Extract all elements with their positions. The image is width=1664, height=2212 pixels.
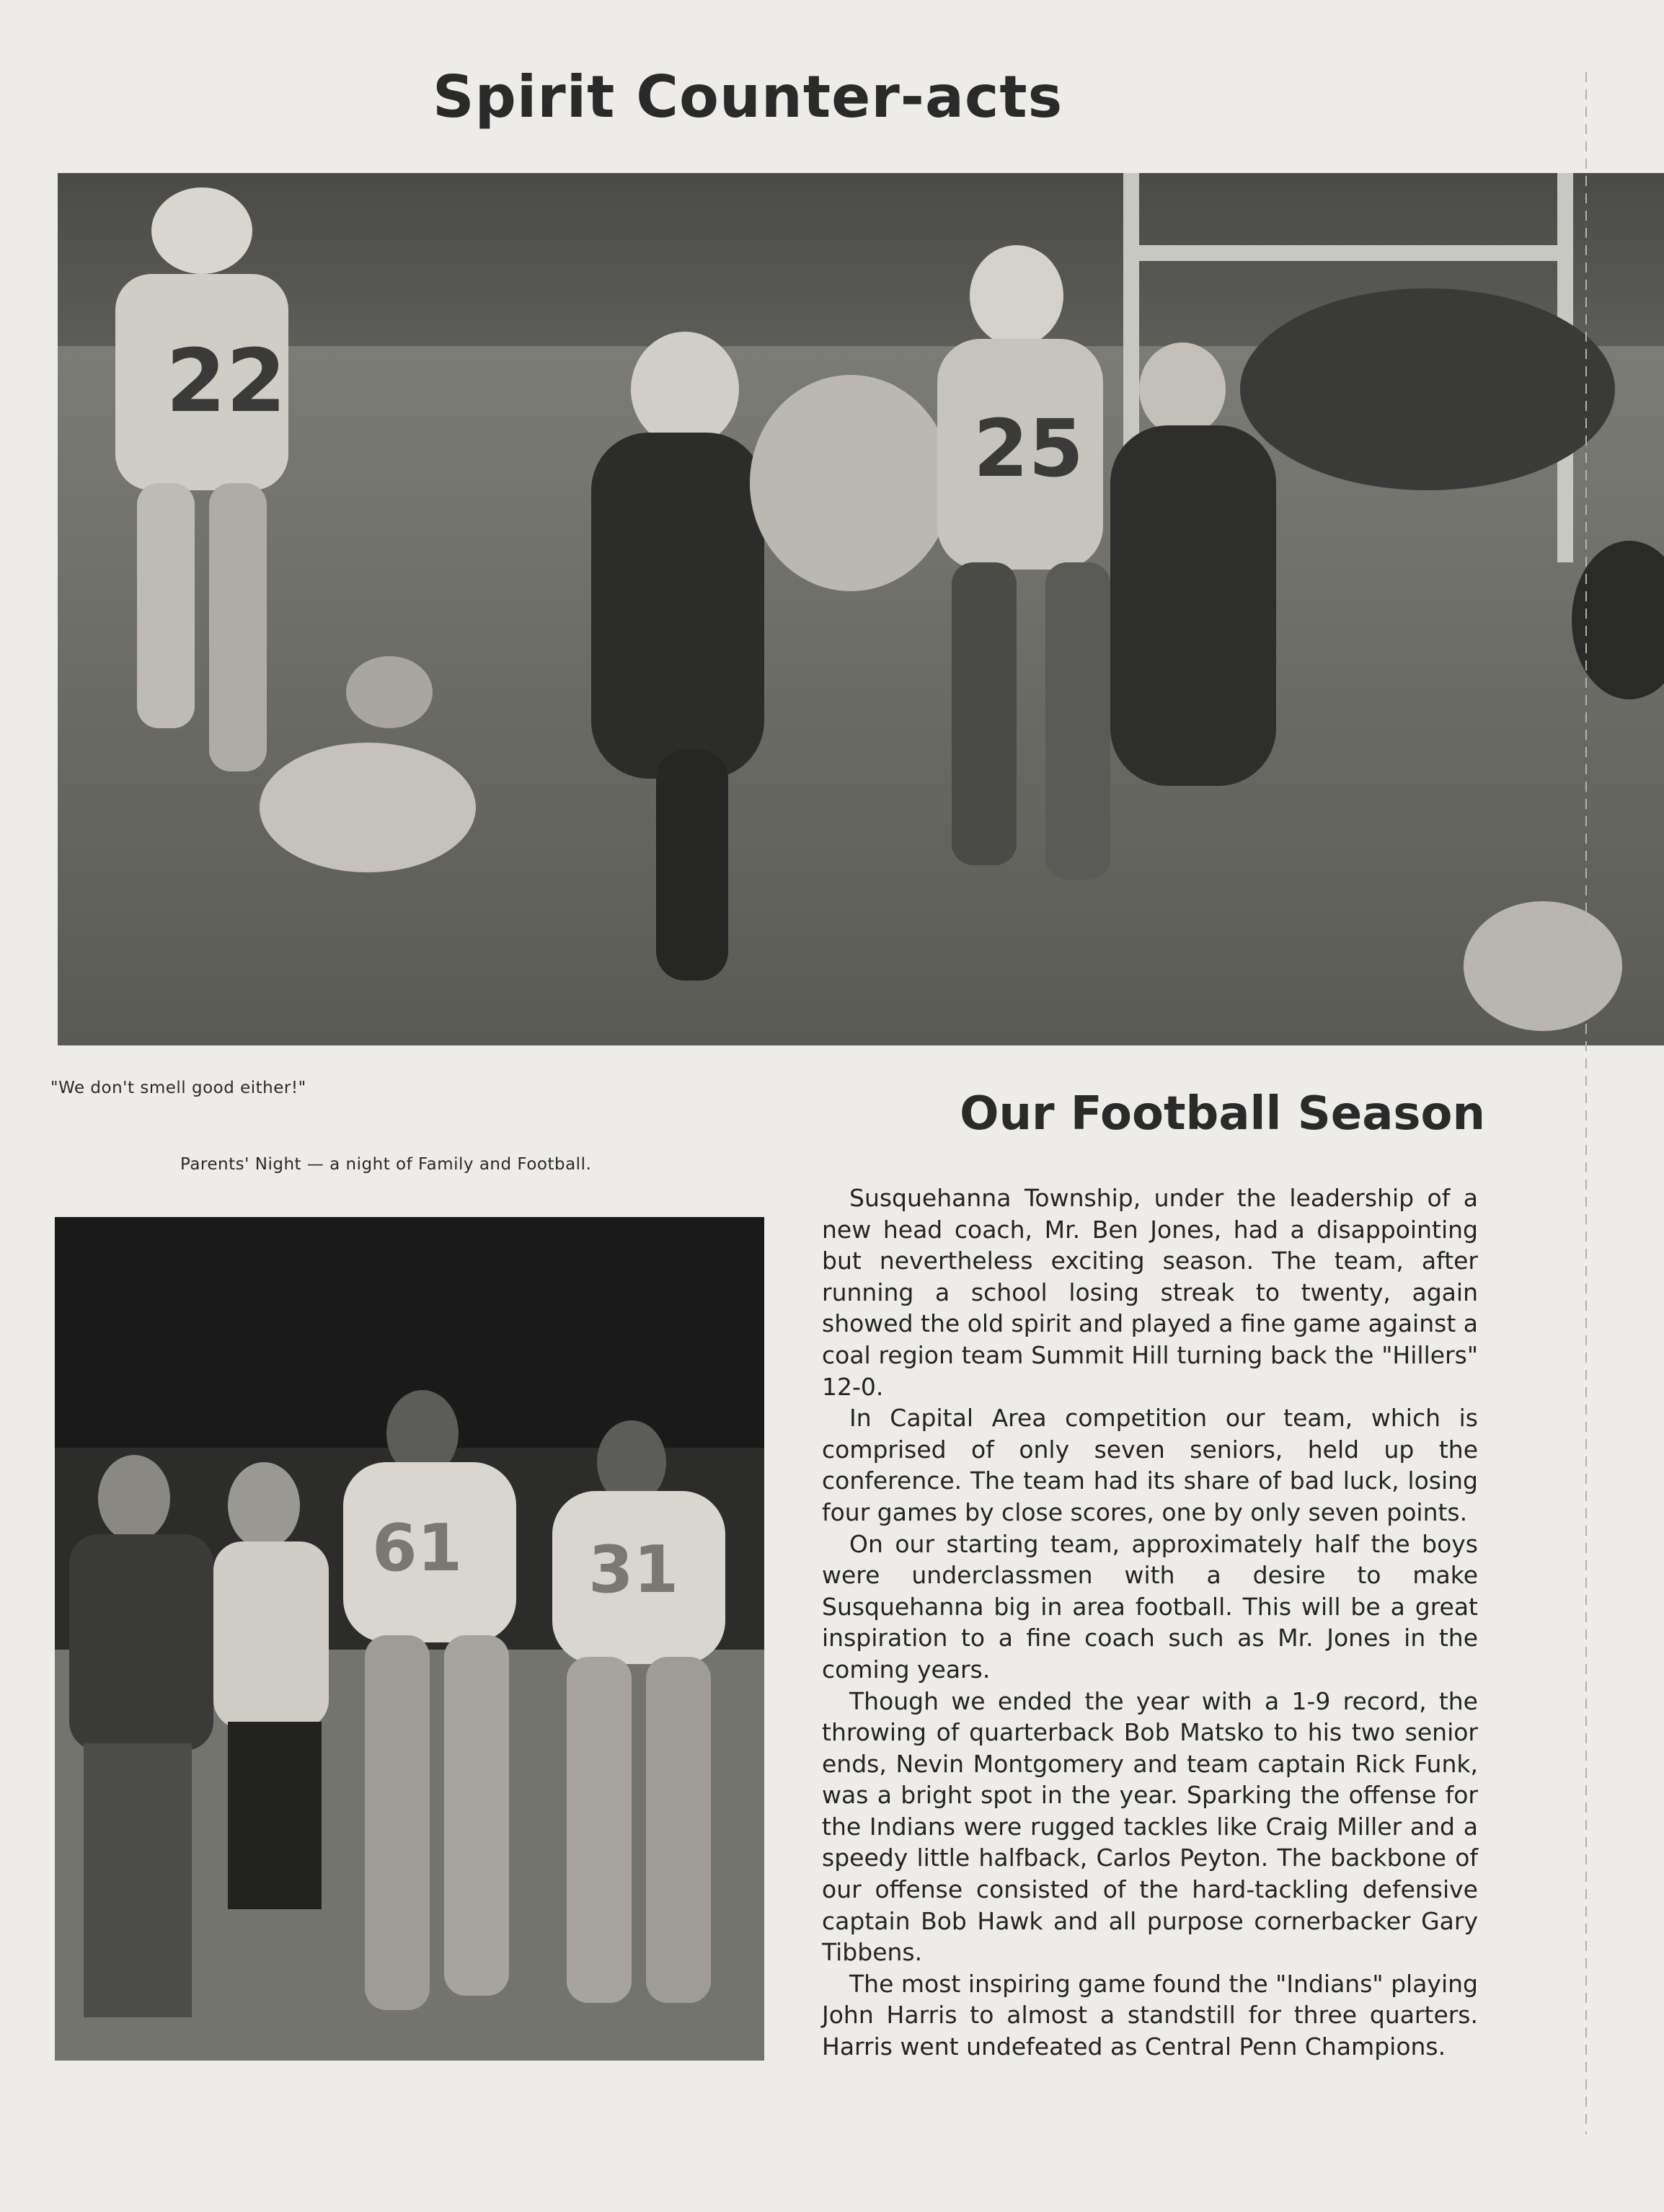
article-body <box>822 1182 1478 2063</box>
parents-night-photo <box>55 1217 764 2061</box>
jersey-number: 22 <box>166 332 286 432</box>
player-61 <box>343 1390 516 2010</box>
jersey-number: 61 <box>372 1510 463 1586</box>
article-paragraph: Though we ended the year with a 1-9 record, the throwing of quarterback Bob Matsko to his two senior ends, Nevin Montgomery and team captain Rick Funk, was a bright spot in the year. Sparking the offense for the Indians were rugged tackles like Craig Miller and a speedy little halfback, Carlos Peyton. The backbone of our offense consisted of the hard-tackling defensive captain Bob Hawk and all purpose cornerbacker Gary Tibbens. <box>822 1686 1478 1967</box>
jersey-number: 25 <box>973 402 1084 495</box>
article-paragraph: In Capital Area competition our team, which is comprised of only seven seniors, held up the conference. The team had its share of bad luck, losing four games by close scores, one by only seven points. <box>822 1404 1478 1526</box>
photo-caption-top: "We don't smell good either!" <box>50 1079 306 1097</box>
jersey-number: 31 <box>588 1532 679 1608</box>
article-paragraph: On our starting team, approximately half the boys were underclassmen with a desire to make Susquehanna big in area football. This will be a great inspiration to a fine coach such as Mr. Jones in the coming years. <box>822 1529 1478 1684</box>
article-headline: Our Football Season <box>960 1087 1485 1141</box>
article-paragraph: The most inspiring game found the "Indians" playing John Harris to almost a standstill for three quarters. Harris went undefeated as Central Penn Champions. <box>822 1969 1478 2061</box>
photo-caption-parents-night: Parents' Night — a night of Family and Football. <box>180 1155 592 1174</box>
page-title: Spirit Counter-acts <box>433 63 1063 130</box>
article-paragraph: Susquehanna Township, under the leadership of a new head coach, Mr. Ben Jones, had a disappointing but nevertheless exciting season. The team, after running a school losing streak to twenty, again showed the old spirit and played a fine game against a coal region team Summit Hill turning back the "Hillers" 12-0. <box>822 1184 1478 1401</box>
page-binding-edge <box>1583 72 1589 2134</box>
football-action-photo <box>58 173 1664 1045</box>
